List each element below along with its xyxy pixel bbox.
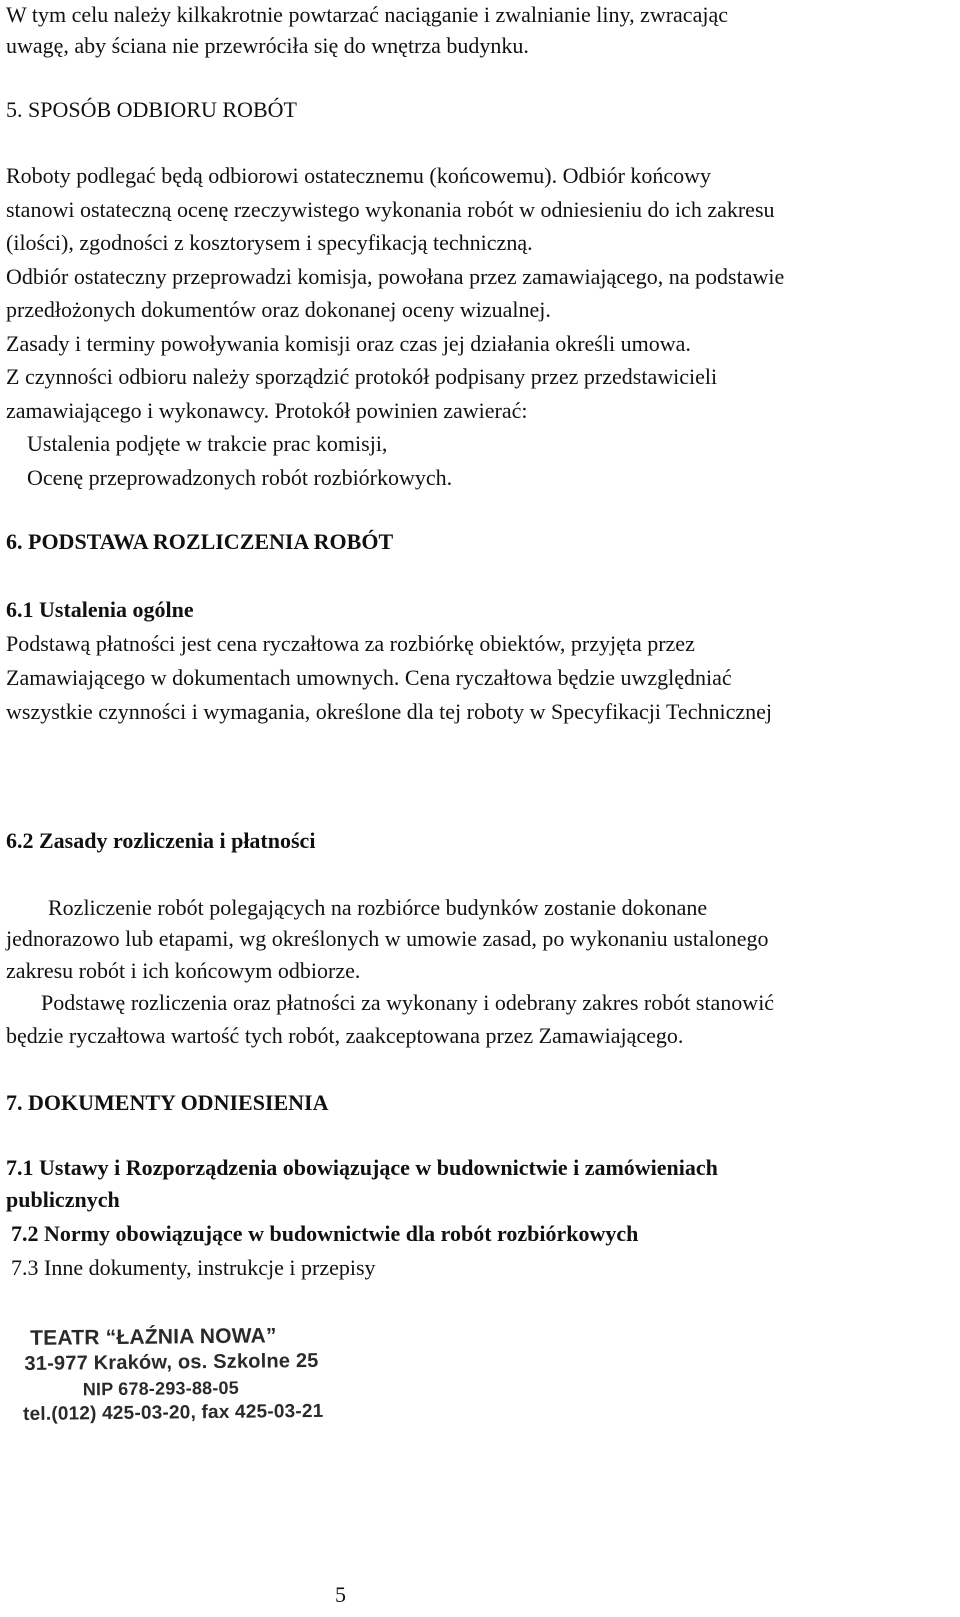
section-6-2-heading: 6.2 Zasady rozliczenia i płatności [6,828,316,853]
section-5-line-7: Z czynności odbioru należy sporządzić protokół podpisany przez przedstawicieli [6,364,718,389]
stamp-line-2: 31-977 Kraków, os. Szkolne 25 [24,1349,319,1375]
section-7-2-item: 7.2 Normy obowiązujące w budownictwie dla robót rozbiórkowych [11,1221,639,1246]
section-7-heading: 7. DOKUMENTY ODNIESIENIA [6,1090,329,1115]
section-5-line-8: zamawiającego i wykonawcy. Protokół powinien zawierać: [6,398,528,423]
section-6-2-line-2: jednorazowo lub etapami, wg określonych w umowie zasad, po wykonaniu ustalonego [6,926,769,951]
intro-line-1: W tym celu należy kilkakrotnie powtarzać naciąganie i zwalnianie liny, zwracając [6,2,728,27]
stamp-line-3: NIP 678-293-88-05 [82,1377,240,1400]
section-5-line-3: (ilości), zgodności z kosztorysem i specyfikacją techniczną. [6,230,533,255]
section-5-line-5: przedłożonych dokumentów oraz dokonanej oceny wizualnej. [6,297,551,322]
section-6-2-line-5: będzie ryczałtowa wartość tych robót, zaakceptowana przez Zamawiającego. [6,1023,684,1048]
section-7-3-item: 7.3 Inne dokumenty, instrukcje i przepisy [11,1255,376,1280]
section-5-line-2: stanowi ostateczną ocenę rzeczywistego wykonania robót w odniesieniu do ich zakresu [6,197,775,222]
protocol-list-item-2: Ocenę przeprowadzonych robót rozbiórkowych. [27,465,453,490]
section-6-2-line-4: Podstawę rozliczenia oraz płatności za wykonany i odebrany zakres robót stanowić [41,990,775,1015]
section-6-heading: 6. PODSTAWA ROZLICZENIA ROBÓT [6,529,394,554]
intro-line-2: uwagę, aby ściana nie przewróciła się do wnętrza budynku. [6,33,529,58]
section-5-line-4: Odbiór ostateczny przeprowadzi komisja, powołana przez zamawiającego, na podstawie [6,264,785,289]
section-6-2-line-3: zakresu robót i ich końcowym odbiorze. [6,958,361,983]
section-6-1-line-3: wszystkie czynności i wymagania, określone dla tej roboty w Specyfikacji Technicznej [6,699,772,724]
section-5-line-6: Zasady i terminy powoływania komisji oraz czas jej działania określi umowa. [6,331,691,356]
section-6-1-line-1: Podstawą płatności jest cena ryczałtowa za rozbiórkę obiektów, przyjęta przez [6,631,695,656]
protocol-list-item-1: Ustalenia podjęte w trakcie prac komisji, [27,431,388,456]
section-7-1-item: 7.1 Ustawy i Rozporządzenia obowiązujące w budownictwie i zamówieniach [6,1155,718,1180]
page-number: 5 [335,1582,346,1607]
section-5-heading: 5. SPOSÓB ODBIORU ROBÓT [6,97,297,122]
section-6-1-heading: 6.1 Ustalenia ogólne [6,597,194,622]
section-6-1-line-2: Zamawiającego w dokumentach umownych. Cena ryczałtowa będzie uwzględniać [6,665,732,690]
section-7-1-item-continued: publicznych [6,1187,120,1212]
stamp-line-4: tel.(012) 425-03-20, fax 425-03-21 [22,1400,324,1425]
section-6-2-line-1: Rozliczenie robót polegających na rozbiórce budynków zostanie dokonane [48,895,708,920]
section-5-line-1: Roboty podlegać będą odbiorowi ostatecznemu (końcowemu). Odbiór końcowy [6,163,712,188]
stamp-line-1: TEATR “ŁAŹNIA NOWA” [30,1324,277,1350]
